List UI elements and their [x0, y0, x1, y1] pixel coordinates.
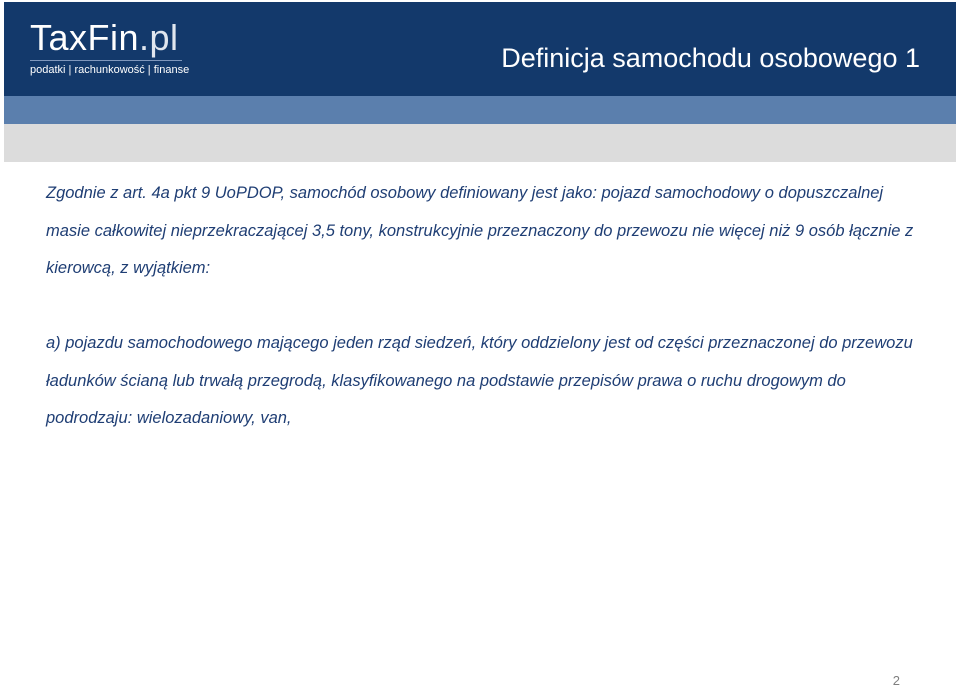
definition-paragraph: Zgodnie z art. 4a pkt 9 UoPDOP, samochód osobowy definiowany jest jako: pojazd samochodowy o dopuszczalnej masie całkowitej nieprzekraczającej 3,5 tony, konstrukcyjnie przeznaczony do przewozu nie więcej niż 9 osób łącznie z kierowcą, z wyjątkiem:	[46, 184, 914, 277]
logo-brand: TaxFin	[30, 17, 140, 58]
header-accent-band	[4, 96, 956, 124]
logo-divider	[30, 60, 182, 61]
logo-wordmark	[30, 18, 179, 58]
page-number: 2	[892, 673, 900, 688]
header-grey-band	[4, 124, 956, 162]
logo-tagline: podatki | rachunkowość | finanse	[30, 64, 190, 76]
slide-title: Definicja samochodu osobowego 1	[501, 43, 920, 73]
taxfin-logo	[30, 18, 190, 80]
logo-extension: .pl	[139, 17, 179, 58]
slide-body	[46, 175, 926, 438]
exception-paragraph-a: a) pojazdu samochodowego mającego jeden rząd siedzeń, który oddzielony jest od części przeznaczonej do przewozu ładunków ścianą lub trwałą przegrodą, klasyfikowanego na podstawie przepisów prawa o ruchu drogowym do podrodzaju: wielozadaniowy, van,	[46, 334, 913, 427]
